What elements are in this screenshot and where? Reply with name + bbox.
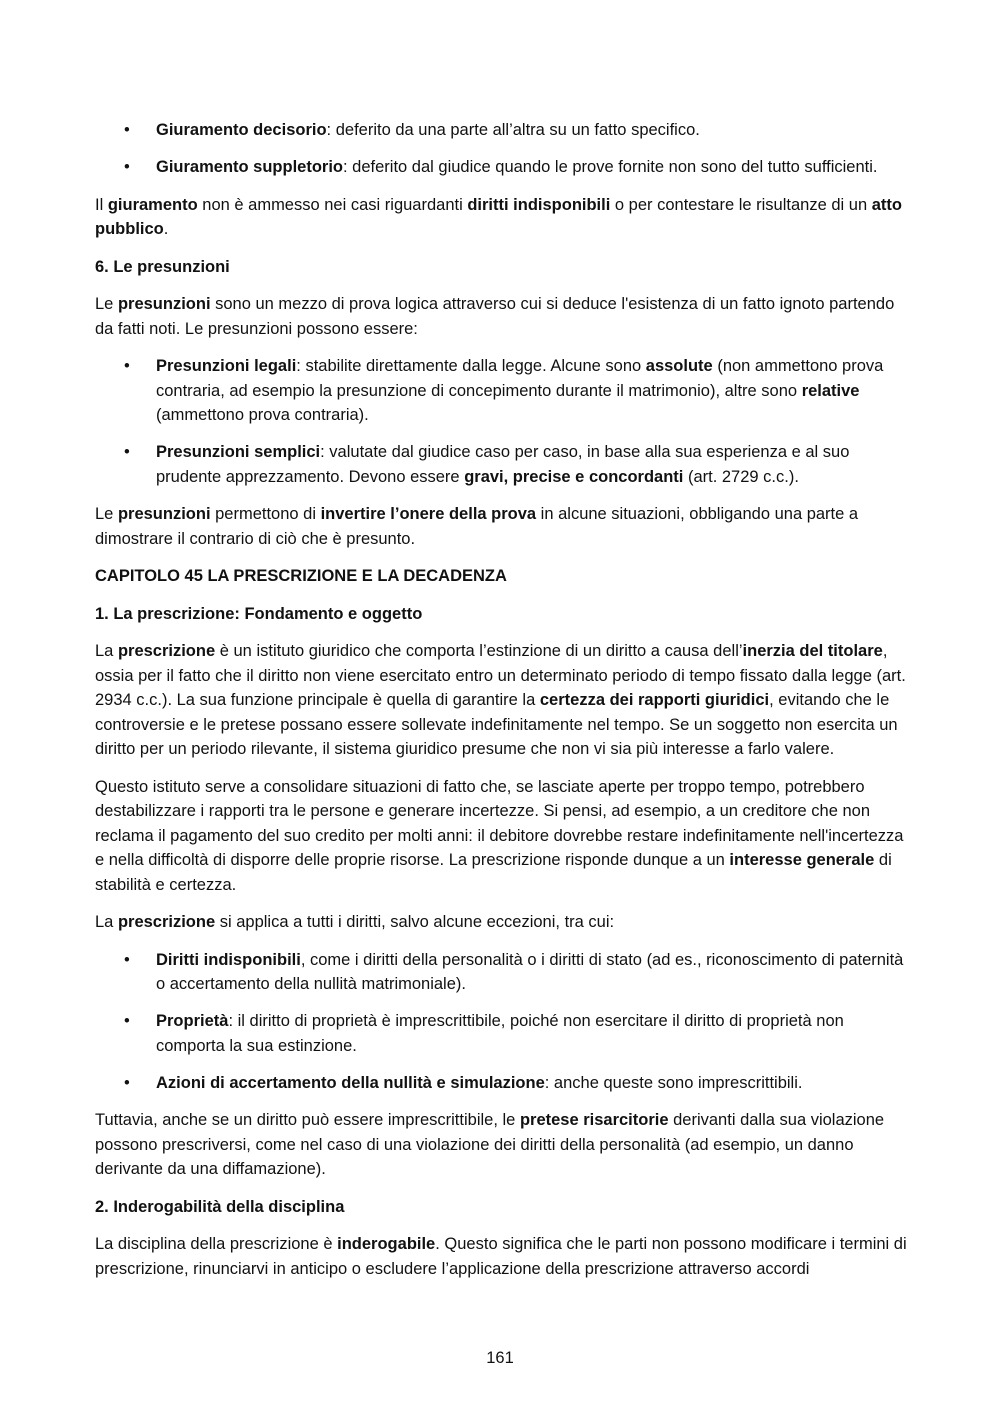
paragraph: La prescrizione si applica a tutti i diritti, salvo alcune eccezioni, tra cui:: [95, 913, 615, 931]
list-item: • Diritti indisponibili, come i diritti della personalità o i diritti di stato (ad es., riconoscimento di paternità o accertamento della nullità matrimoniale).: [95, 948, 907, 997]
list-item: • Presunzioni legali: stabilite direttamente dalla legge. Alcune sono assolute (non ammettono prova contraria, ad esempio la presunzione di concepimento durante il matrimonio), altre sono relative (ammettono prova contraria).: [95, 354, 907, 428]
paragraph: Le presunzioni sono un mezzo di prova logica attraverso cui si deduce l'esistenza di un fatto ignoto partendo da fatti noti. Le presunzioni possono essere:: [95, 295, 895, 338]
paragraph: Le presunzioni permettono di invertire l’onere della prova in alcune situazioni, obbligando una parte a dimostrare il contrario di ciò che è presunto.: [95, 505, 859, 548]
list-item: • Giuramento decisorio: deferito da una parte all’altra su un fatto specifico.: [95, 118, 907, 143]
list-item: • Proprietà: il diritto di proprietà è imprescrittibile, poiché non esercitare il diritto di proprietà non comporta la sua estinzione.: [95, 1009, 907, 1058]
bullet-icon: •: [124, 357, 130, 375]
bullet-icon: •: [124, 443, 130, 461]
section-heading: 1. La prescrizione: Fondamento e oggetto: [95, 604, 423, 623]
bullet-icon: •: [124, 158, 130, 176]
section-heading: 2. Inderogabilità della disciplina: [95, 1197, 345, 1216]
exceptions-list: [95, 948, 907, 1096]
list-item: • Presunzioni semplici: valutate dal giudice caso per caso, in base alla sua esperienza e al suo prudente apprezzamento. Devono essere gravi, precise e concordanti (art. 2729 c.c.).: [95, 440, 907, 489]
list-item: • Giuramento suppletorio: deferito dal giudice quando le prove fornite non sono del tutto sufficienti.: [95, 155, 907, 180]
page-body: [95, 118, 907, 1294]
paragraph: Il giuramento non è ammesso nei casi riguardanti diritti indisponibili o per contestare le risultanze di un atto pubblico.: [95, 195, 902, 238]
bullet-icon: •: [124, 121, 130, 139]
bullet-icon: •: [124, 950, 130, 969]
paragraph: Tuttavia, anche se un diritto può essere imprescrittibile, le pretese risarcitorie derivanti dalla sua violazione possono prescriversi, come nel caso di una violazione dei diritti della personalità (ad esempio, un danno derivante da una diffamazione).: [95, 1111, 885, 1178]
bullet-icon: •: [124, 1012, 130, 1030]
paragraph: Questo istituto serve a consolidare situazioni di fatto che, se lasciate aperte per troppo tempo, potrebbero destabilizzare i rapporti tra le persone e generare incertezze. Si pensi, ad esempio, a un creditore che non reclama il pagamento del suo credito per molti anni: il debitore dovrebbe restare indefinitamente nell'incertezza e nella difficoltà di disporre delle proprie risorse. La prescrizione risponde dunque a un interesse generale di stabilità e certezza.: [95, 777, 904, 894]
section-heading: 6. Le presunzioni: [95, 257, 230, 276]
chapter-title: CAPITOLO 45 LA PRESCRIZIONE E LA DECADENZA: [95, 567, 507, 585]
page-number: 161: [486, 1349, 514, 1367]
presumption-types-list: [95, 354, 907, 489]
list-item: • Azioni di accertamento della nullità e simulazione: anche queste sono imprescrittibili.: [95, 1071, 907, 1096]
paragraph: La prescrizione è un istituto giuridico che comporta l’estinzione di un diritto a causa dell’inerzia del titolare, ossia per il fatto che il diritto non viene esercitato entro un determinato periodo di tempo fissato dalla legge (art. 2934 c.c.). La sua funzione principale è quella di garantire la certezza dei rapporti giuridici, evitando che le controversie e le pretese possano essere sollevate indefinitamente nel tempo. Se un soggetto non esercita un diritto per un periodo rilevante, il sistema giuridico presume che non vi sia più interesse a farlo valere.: [95, 642, 906, 758]
paragraph: La disciplina della prescrizione è inderogabile. Questo significa che le parti non possono modificare i termini di prescrizione, rinunciarvi in anticipo o escludere l’applicazione della prescrizione attraverso accordi: [95, 1235, 907, 1278]
oath-types-list: [95, 118, 907, 180]
bullet-icon: •: [124, 1073, 130, 1092]
